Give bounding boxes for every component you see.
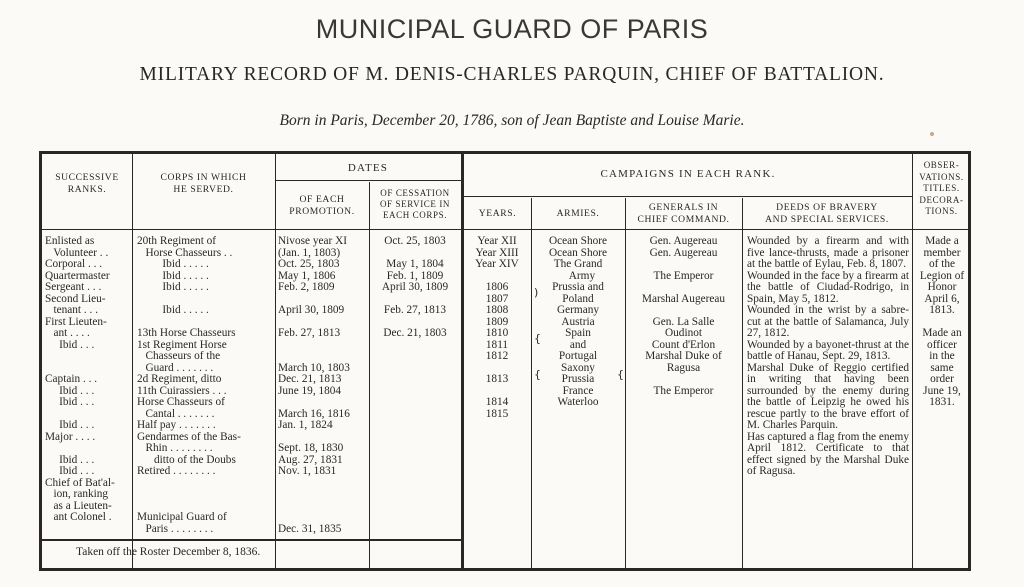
header-cessation: OF CESSATION OF SERVICE IN EACH CORPS. xyxy=(379,188,451,220)
divider xyxy=(275,180,461,181)
header-armies: ARMIES. xyxy=(556,208,600,219)
brace-mark: { xyxy=(534,332,541,345)
header-dates: DATES xyxy=(347,162,389,174)
deed-entry: Wounded in the face by a firearm at the battle of Ciudad-Rodrigo, in Spain, May 5, 1812. xyxy=(747,269,909,305)
divider xyxy=(42,229,971,230)
brace-mark: { xyxy=(534,368,541,381)
header-campaigns: CAMPAIGNS IN EACH RANK. xyxy=(600,168,776,180)
divider xyxy=(464,196,912,197)
header-ranks: SUCCESSIVE RANKS. xyxy=(55,172,119,195)
generals-column: Gen. Augereau Gen. Augereau The Emperor Marshal Augereau Gen. La Salle Oudinot Count d'Erlon Marshal Duke of Ragusa The Emperor xyxy=(641,235,726,397)
divider xyxy=(132,154,133,568)
header-promotion: OF EACH PROMOTION. xyxy=(289,194,355,217)
document-title: MUNICIPAL GUARD OF PARIS xyxy=(315,14,709,44)
header-deeds: DEEDS OF BRAVERY AND SPECIAL SERVICES. xyxy=(765,202,889,225)
cessation-column: Oct. 25, 1803 May 1, 1804 Feb. 1, 1809 April 30, 1809 Feb. 27, 1813 Dec. 21, 1803 xyxy=(381,235,449,339)
deed-entry: Has captured a flag from the enemy April 1812. Certificate to that effect signed by the Marshal Duke of Ragusa. xyxy=(747,430,909,477)
divider xyxy=(42,539,461,541)
document-subtitle: MILITARY RECORD OF M. DENIS-CHARLES PARQUIN, CHIEF OF BATTALION. xyxy=(139,64,885,85)
deed-entry: Wounded by a firearm and with five lance-thrusts, made a prisoner at the battle of Eylau, Feb. 8, 1807. xyxy=(747,235,909,270)
deed-entry: Wounded by a bayonet-thrust at the battle of Hanau, Sept. 29, 1813. xyxy=(747,338,909,362)
ranks-column: Enlisted as Volunteer . . Corporal . . . Quartermaster Sergeant . . . Second Lieu- tenant . . . First Lieuten- ant . . . . Ibid . . . Captain . . . Ibid . . . Ibid . . . Ibid . . . Major . . . . Ibid . . . Ibid . . . Chief of Bat'al- ion, ranking as a Lieuten- ant Colonel . xyxy=(45,235,115,523)
observations-column: Made a member of the Legion of Honor April 6, 1813. Made an officer in the same order June 19, 1831. xyxy=(919,235,965,408)
record-table xyxy=(39,151,971,571)
deed-entry: Marshal Duke of Reggio certified in writing that having been surrounded by the enemy during the battle of Leipzig he owed his rescue partly to the brave effort of M. Charles Parquin. xyxy=(747,361,909,431)
deed-entry: Wounded in the wrist by a sabre-cut at the battle of Salamanca, July 27, 1812. xyxy=(747,304,909,339)
divider xyxy=(742,198,743,568)
years-column: Year XII Year XIII Year XIV 1806 1807 1808 1809 1810 1811 1812 1813 1814 1815 xyxy=(475,235,519,420)
roster-note: Taken off the Roster December 8, 1836. xyxy=(76,546,261,558)
header-observations: OBSER- VATIONS. TITLES. DECORA- TIONS. xyxy=(919,160,964,216)
ink-speck xyxy=(930,132,934,136)
header-years: YEARS. xyxy=(478,208,517,219)
brace-mark: ) xyxy=(534,286,539,299)
promotion-column: Nivose year XI (Jan. 1, 1803) Oct. 25, 1803 May 1, 1806 Feb. 2, 1809 April 30, 1809 Feb. 27, 1813 March 10, 1803 Dec. 21, 1813 June 19, 1804 March 16, 1816 Jan. 1, 1824 Sept. 18, 1830 Aug. 27, 1831 Nov. 1, 1831 Dec. 31, 1835 xyxy=(278,235,350,535)
brace-mark: { xyxy=(617,368,624,381)
birth-line: Born in Paris, December 20, 1786, son of Jean Baptiste and Louise Marie. xyxy=(279,112,745,129)
header-corps: CORPS IN WHICH HE SERVED. xyxy=(160,172,247,195)
header-generals: GENERALS IN CHIEF COMMAND. xyxy=(637,202,730,225)
deeds-column xyxy=(747,236,909,478)
corps-column: 20th Regiment of Horse Chasseurs . . Ibid . . . . . Ibid . . . . . Ibid . . . . . Ibid . . . . . 13th Horse Chasseurs 1st Regiment Horse Chasseurs of the Guard . . . . . . . 2d Regiment, ditto 11th Cuirassiers . . . Horse Chasseurs of Cantal . . . . . . . Half pay . . . . . . . Gendarmes of the Bas- Rhin . . . . . . . . ditto of the Doubs Retired . . . . . . . . Municipal Guard of Paris . . . . . . . . xyxy=(137,235,241,535)
armies-column: Ocean Shore Ocean Shore The Grand Army Prussia and Poland Germany Austria Spain and Portugal Saxony Prussia France Waterloo xyxy=(548,235,608,408)
